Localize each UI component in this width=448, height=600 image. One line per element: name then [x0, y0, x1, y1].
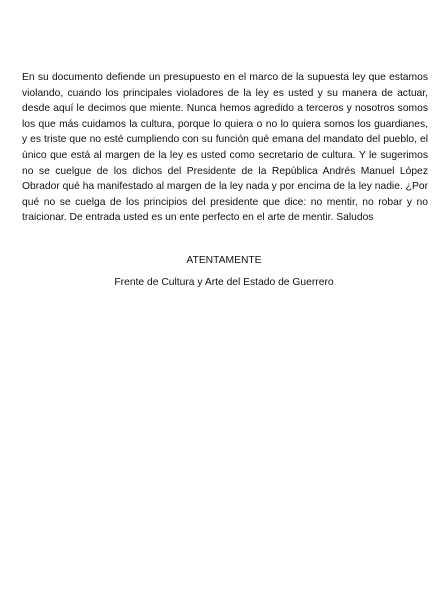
signature-organization: Frente de Cultura y Arte del Estado de Guerrero	[114, 277, 334, 288]
closing-salutation: ATENTAMENTE	[186, 255, 262, 266]
letter-body: En su documento defiende un presupuesto en el marco de la supuesta ley que estamos violando, cuando los principales violadores de la ley es usted y su manera de actuar, desde aquí le decimos que miente. Nunca hemos agredido a terceros y nosotros somos los que más cuidamos la cultura, porque lo quiera o no lo quiera somos los guardianes, y es triste que no esté cumpliendo con su función qué emana del mandato del pueblo, el único que está al margen de la ley es usted como secretario de cultura. Y le sugerimos no se cuelgue de los dichos del Presidente de la República Andrés Manuel López Obrador qué ha manifestado al margen de la ley nada y por encima de la ley nadie. ¿Por qué no se cuelga de los principios del presidente que dice: no mentir, no robar y no traicionar. De entrada usted es un ente perfecto en el arte de mentir. Saludos	[22, 72, 428, 224]
